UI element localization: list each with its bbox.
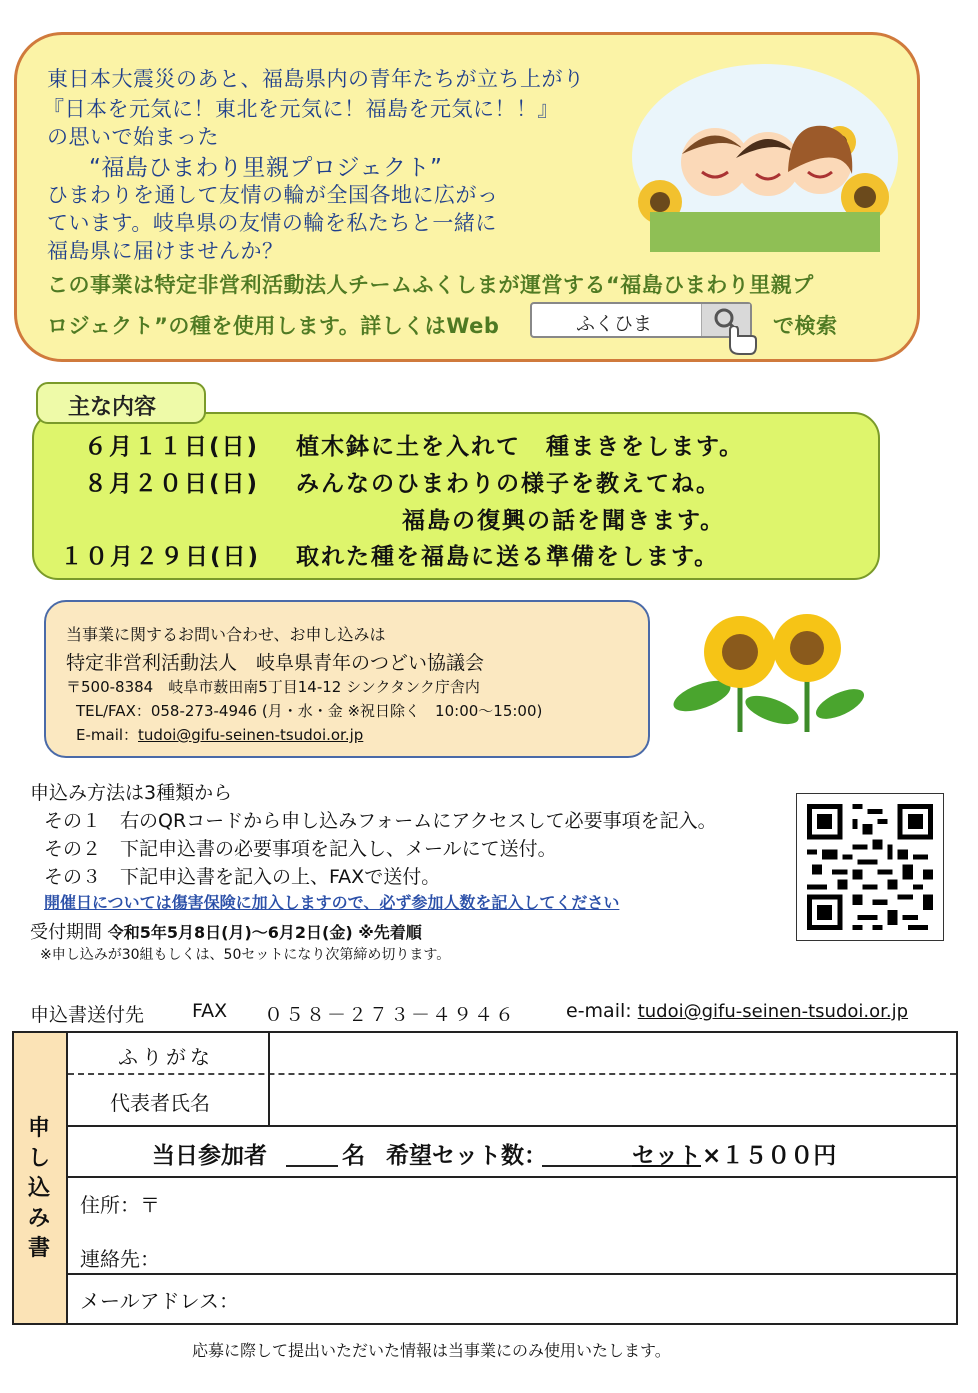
sets-field[interactable] [542,1137,632,1167]
price-label: ×１５００円 [702,1143,837,1169]
apply-method-1: その１ 右のQRコードから申し込みフォームにアクセスして必要事項を記入。 [44,810,717,832]
form-side-char: 書 [28,1236,51,1261]
participants-unit: 名 [342,1143,365,1169]
phone-field[interactable] [174,1231,944,1269]
sunflower-illustration [672,600,864,732]
project-note-line-1: この事業は特定非営利活動法人チームふくしまが運営する“福島ひまわり里親プ [47,273,814,297]
children-sunflower-illustration [630,62,900,252]
project-name: “福島ひまわり里親プロジェクト” [89,155,443,181]
schedule-text-2: みんなのひまわりの様子を教えてね。 [296,471,721,497]
contact-tel: TEL/FAX：058-273-4946 (月・水・金 ※祝日除く 10:00～15:00) [76,702,543,720]
intro-line-7: 福島県に届けませんか？ [47,239,284,263]
main-content-title: 主な内容 [68,395,157,420]
intro-line-1: 東日本大震災のあと、福島県内の青年たちが立ち上がり [47,67,585,91]
send-fax-number: ０５８－２７３－４９４６ [264,1004,517,1026]
address-field[interactable] [174,1183,944,1223]
limit-note: ※申し込みが30組もしくは、50セットになり次第締め切ります。 [40,947,451,963]
main-content-panel [32,412,880,580]
contact-email-label: E-mail： [76,726,139,744]
contact-panel [44,600,650,758]
search-keyword: ふくひま [576,313,653,335]
pointer-hand-icon [724,326,758,360]
organization-name: 特定非営利活動法人 岐阜県青年のつどい協議会 [66,652,485,674]
form-column-divider [268,1033,270,1125]
address-label: 住所：〒 [80,1193,160,1217]
form-divider [68,1273,956,1275]
email-label: メールアドレス： [80,1289,239,1313]
schedule-date-2: ８月２０日(日) [84,471,260,497]
form-divider [68,1125,956,1127]
apply-method-3: その３ 下記申込書を記入の上、FAXで送付。 [44,866,441,888]
form-divider [68,1176,956,1178]
representative-name-label: 代表者氏名 [110,1091,210,1115]
apply-method-2: その２ 下記申込書の必要事項を記入し、メールにて送付。 [44,838,557,860]
project-note-line-2: ロジェクト”の種を使用します。詳しくはWeb [47,314,500,338]
main-content-tab [36,382,206,424]
furigana-field[interactable] [272,1035,952,1071]
intro-line-5: ひまわりを通して友情の輪が全国各地に広がっ [47,183,499,207]
sets-unit: セット [632,1143,701,1169]
form-side-char: 込 [28,1176,51,1201]
search-suffix: で検索 [773,314,838,338]
privacy-footer: 応募に際して提出いただいた情報は当事業にのみ使用いたします。 [192,1341,671,1360]
send-label: 申込書送付先 [30,1004,145,1026]
schedule-text-1: 植木鉢に土を入れて 種まきをします。 [296,434,745,460]
schedule-text-3: 福島の復興の話を聞きます。 [402,508,726,534]
furigana-label: ふりがな [118,1045,214,1069]
email-field[interactable] [244,1279,944,1317]
contact-heading: 当事業に関するお問い合わせ、お申し込みは [66,625,386,644]
search-box[interactable] [530,302,752,338]
schedule-date-4: １０月２９日(日) [60,544,261,570]
send-email-label: e-mail: [566,1000,632,1022]
contact-email-link[interactable]: tudoi@gifu-seinen-tsudoi.or.jp [138,726,364,744]
intro-line-2: 『日本を元気に！東北を元気に！福島を元気に！！』 [43,97,559,121]
form-side-char: 申 [28,1116,51,1141]
send-fax-label: FAX [192,1000,228,1022]
period-value: 令和5年5月8日(月)～6月2日(金) ※先着順 [107,923,422,942]
representative-name-field[interactable] [272,1077,952,1123]
intro-line-3: の思いで始まった [47,125,219,149]
sets-label: 希望セット数： [386,1143,547,1169]
application-form [12,1031,958,1325]
schedule-date-1: ６月１１日(日) [84,434,260,460]
contact-address: 〒500-8384 岐阜市薮田南5丁目14-12 シンクタンク庁舎内 [66,678,480,696]
qr-code[interactable] [796,793,944,941]
form-side-char: し [28,1146,51,1171]
insurance-note: 開催日については傷害保険に加入しますので、必ず参加人数を記入してください [44,893,620,912]
intro-line-6: ています。岐阜県の友情の輪を私たちと一緒に [47,211,497,235]
participants-field[interactable] [286,1137,338,1167]
period-label: 受付期間 [30,922,102,943]
phone-label: 連絡先： [80,1247,160,1271]
schedule-text-4: 取れた種を福島に送る準備をします。 [296,544,720,570]
form-side-char: み [28,1206,51,1231]
send-email-link[interactable]: tudoi@gifu-seinen-tsudoi.or.jp [637,1001,909,1022]
apply-heading: 申込み方法は3種類から [30,782,233,804]
form-dashed-divider [68,1073,956,1075]
participants-label: 当日参加者 [152,1143,267,1169]
form-side-label [14,1033,68,1323]
